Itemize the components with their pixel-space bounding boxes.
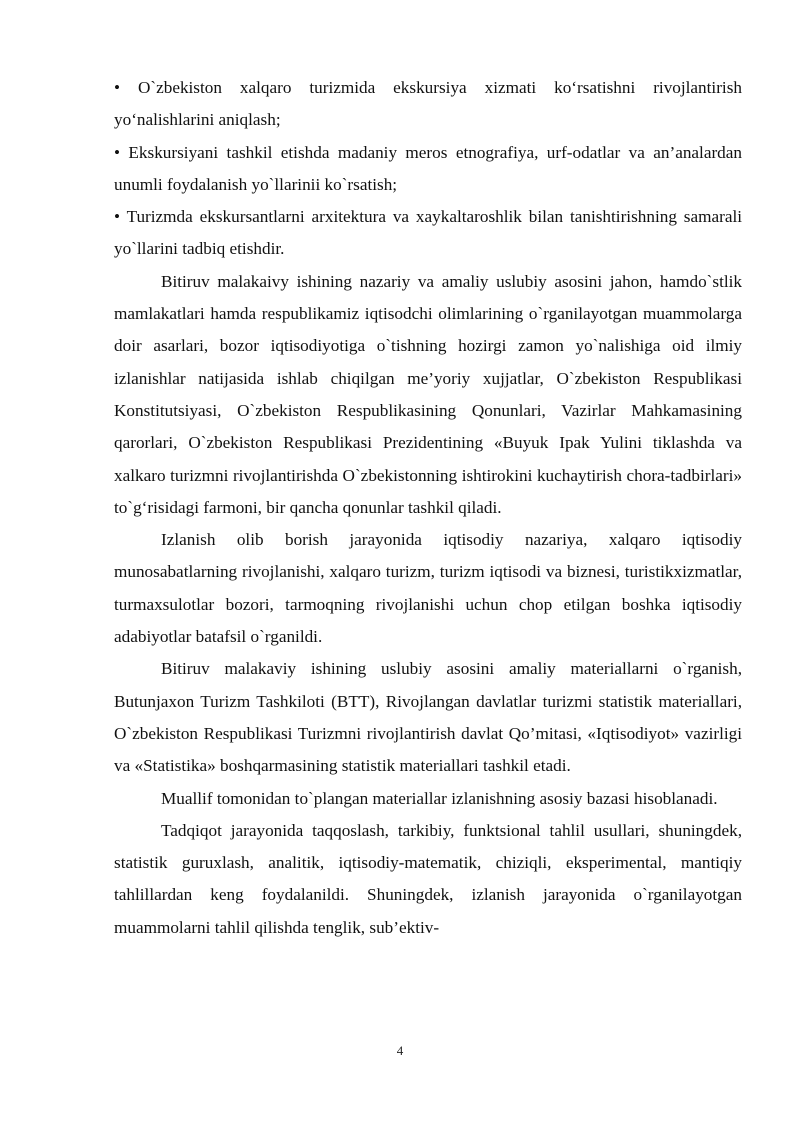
bullet-item-architecture: • Turizmda ekskursantlarni arxitektura va xaykaltaroshlik bilan tanishtirishning samarali yo`llarini tadbiq etishdir. bbox=[114, 207, 742, 259]
bullet-item-directions: • O`zbekiston xalqaro turizmida ekskursiya xizmati ko‘rsatishni rivojlantirish yo‘nalishlarini aniqlash; bbox=[114, 78, 742, 130]
paragraph-methodological-basis: Bitiruv malakaviy ishining uslubiy asosini amaliy materiallarni o`rganish, Butunjaxon Turizm Tashkiloti (BTT), Rivojlangan davlatlar turizmi statistik materiallari, O`zbekiston Respublikasi Turizmni rivojlantirish davlat Qo’mitasi, «Iqtisodiyot» vazirligi va «Statistika» boshqarmasining statistik materiallari tashkil etadi. bbox=[114, 659, 742, 776]
page-number: 4 bbox=[396, 1043, 404, 1058]
document-page bbox=[114, 72, 742, 944]
bullet-item-excursion-heritage: • Ekskursiyani tashkil etishda madaniy meros etnografiya, urf-odatlar va an’analardan unumli foydalanish yo`llarinii ko`rsatish; bbox=[114, 142, 742, 194]
paragraph-research-process: Izlanish olib borish jarayonida iqtisodiy nazariya, xalqaro iqtisodiy munosabatlarning rivojlanishi, xalqaro turizm, turizm iqtisodi va biznesi, turistikxizmatlar, turmaxsulotlar bozori, tarmoqning rivojlanishi uchun chop etilgan boshka iqtisodiy adabiyotlar batafsil o`rganildi. bbox=[114, 530, 742, 647]
paragraph-author-materials: Muallif tomonidan to`plangan materiallar izlanishning asosiy bazasi hisoblanadi. bbox=[161, 788, 718, 808]
paragraph-research-methods: Tadqiqot jarayonida taqqoslash, tarkibiy, funktsional tahlil usullari, shuningdek, statistik guruxlash, analitik, iqtisodiy-matematik, chiziqli, eksperimental, mantiqiy tahlillardan keng foydalanildi. Shuningdek, izlanish jarayonida o`rganilayotgan muammolarni tahlil qilishda tenglik, sub’ektiv- bbox=[114, 820, 742, 937]
paragraph-theoretical-basis: Bitiruv malakaivy ishining nazariy va amaliy uslubiy asosini jahon, hamdo`stlik mamlakatlari hamda respublikamiz iqtisodchi olimlarining o`rganilayotgan muammolarga doir asarlari, bozor iqtisodiyotiga o`tishning hozirgi zamon yo`nalishiga oid ilmiy izlanishlar natijasida ishlab chiqilgan me’yoriy xujjatlar, O`zbekiston Respublikasi Konstitutsiyasi, O`zbekiston Respublikasining Qonunlari, Vazirlar Mahkamasining qarorlari, O`zbekiston Respublikasi Prezidentining «Buyuk Ipak Yulini tiklashda va xalkaro turizmni rivojlantirishda O`zbekistonning ishtirokini kuchaytirish chora-tadbirlari» to`g‘risidagi farmoni, bir qancha qonunlar tashkil qiladi. bbox=[114, 271, 742, 517]
